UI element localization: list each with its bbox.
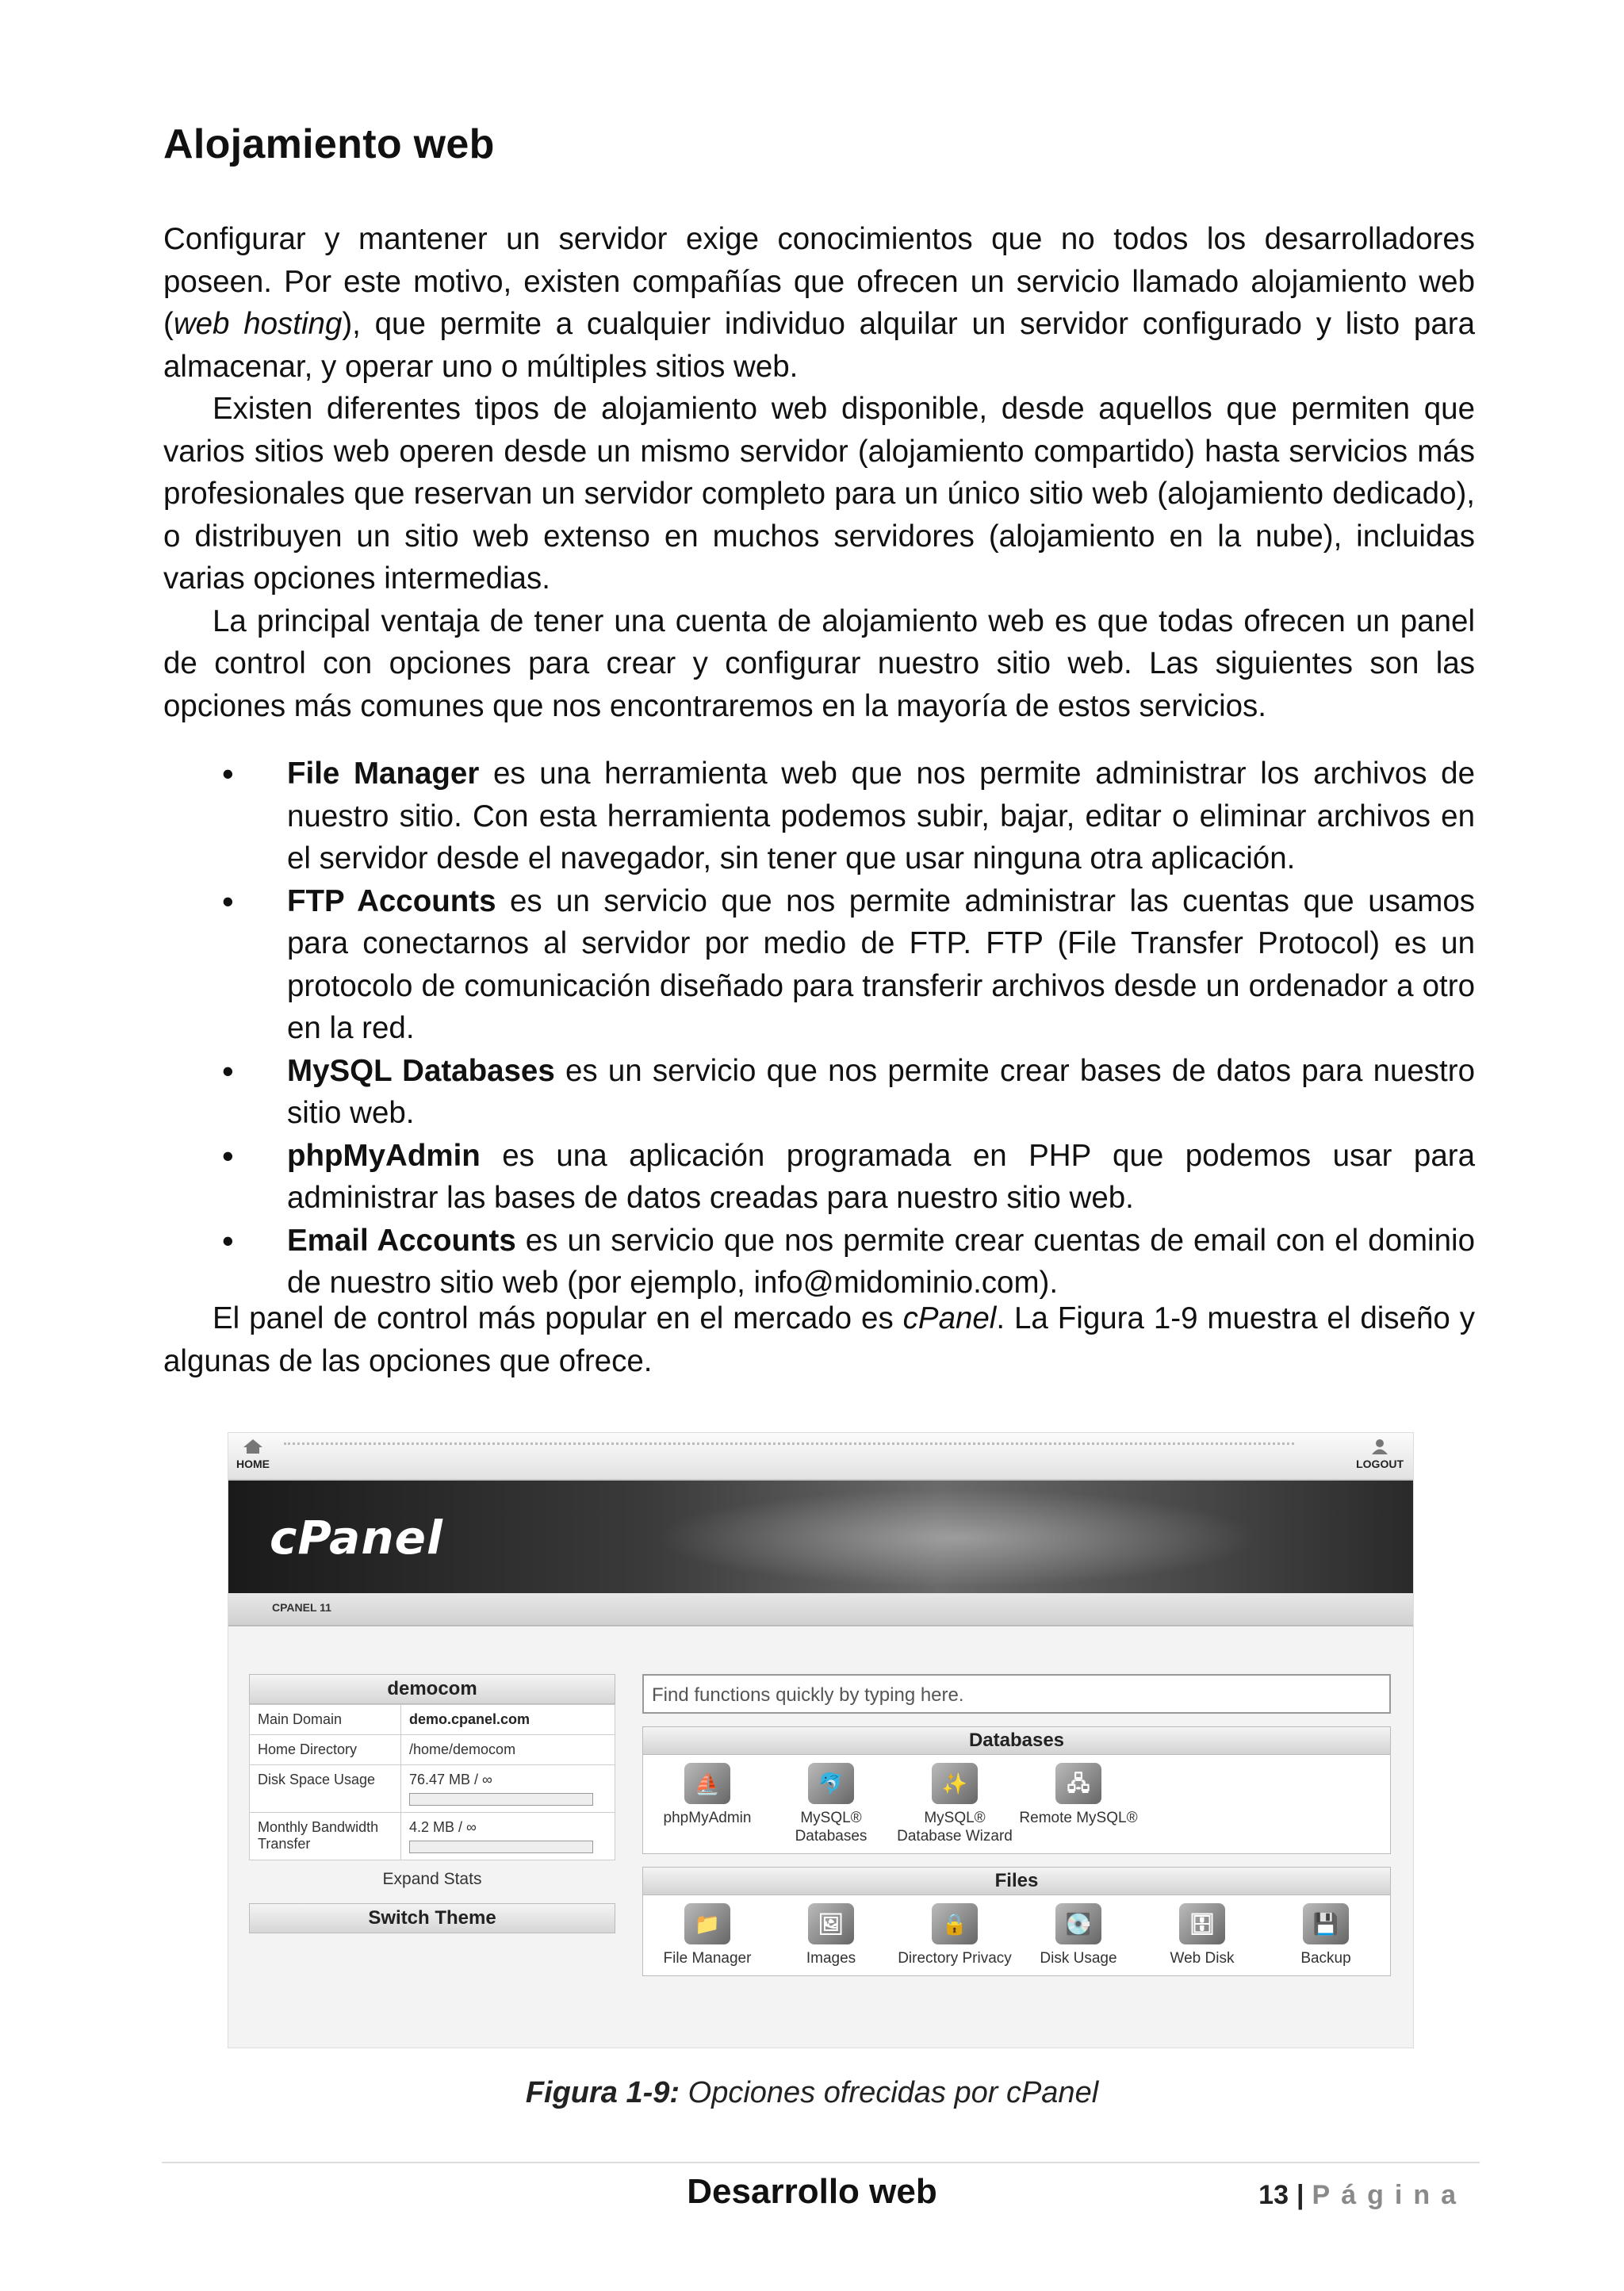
stat-key: Main Domain [250,1705,401,1735]
files-header: Files [643,1868,1390,1895]
user-icon [1369,1438,1391,1455]
feature-term: phpMyAdmin [287,1138,481,1173]
remote-mysql-icon: 🖧 [1055,1763,1101,1804]
home-icon [242,1438,264,1455]
backup-icon: 💾 [1303,1903,1349,1944]
paragraph-4 [163,1297,1475,1382]
paragraph-1 [163,218,1475,388]
account-title: democom [249,1674,615,1704]
stat-value [401,1813,615,1860]
expand-stats-link[interactable]: Expand Stats [382,1870,482,1888]
stat-key: Home Directory [250,1735,401,1765]
home-button[interactable] [236,1438,270,1470]
list-item [163,753,1475,880]
caption-label: Figura 1-9: [525,2076,680,2109]
stat-value: /home/democom [401,1735,615,1765]
feature-desc: es un servicio que nos permite crear bases de datos para nuestro sitio web. [287,1053,1475,1130]
icon-label: MySQL® Database Wizard [897,1810,1013,1845]
disk-icon: 💽 [1055,1903,1101,1944]
cpanel-screenshot-figure [228,1432,1414,2048]
feature-desc: es un servicio que nos permite administrar las cuentas que usamos para conectarnos al servidor por medio de FTP. FTP (File Transfer Protocol) es un protocolo de comunicación diseñado para transferir archivos desde un ordenador a otro en la red. [287,883,1476,1045]
mysql-wizard-button[interactable] [895,1763,1014,1845]
mysql-wizard-icon: ✨ [932,1763,978,1804]
table-row [250,1813,615,1860]
list-item [163,880,1475,1050]
file-manager-button[interactable] [648,1903,767,1967]
cpanel-logo: cPanel [270,1511,443,1565]
p1-emphasis: web hosting [173,307,343,341]
footer-rule [162,2162,1480,2163]
mysql-dolphin-icon: 🐬 [808,1763,854,1804]
section-heading: Alojamiento web [163,121,495,167]
web-disk-button[interactable] [1143,1903,1262,1967]
icon-label: Images [806,1950,856,1967]
databases-group [642,1726,1391,1854]
closing-text [163,1297,1475,1382]
icon-label: MySQL® Databases [795,1810,868,1845]
disk-usage-value: 76.47 MB / ∞ [409,1772,492,1787]
table-row [250,1705,615,1735]
figure-caption [0,2076,1624,2110]
list-item [163,1050,1475,1135]
cpanel-topbar [228,1433,1413,1481]
feature-list [163,753,1475,1304]
mysql-databases-button[interactable] [772,1763,891,1845]
disk-usage-button[interactable] [1019,1903,1138,1967]
databases-icons [643,1755,1390,1853]
images-button[interactable] [772,1903,891,1967]
icon-label: Remote MySQL® [1019,1810,1138,1826]
disk-usage-bar [409,1793,593,1806]
search-input[interactable]: Find functions quickly by typing here. [642,1674,1391,1714]
files-group [642,1867,1391,1976]
version-bar [228,1593,1413,1626]
switch-theme-header[interactable]: Switch Theme [249,1903,615,1933]
phpmyadmin-button[interactable] [648,1763,767,1845]
page-word: Página [1312,2180,1467,2210]
paragraph-2: Existen diferentes tipos de alojamiento web disponible, desde aquellos que permiten que varios sitios web operen desde un mismo servidor (alojamiento compartido) hasta servicios más profesionales que reservan un servidor completo para un único sitio web (alojamiento dedicado), o distribuyen un sitio web extenso en muchos servidores (alojamiento en la nube), incluidas varias opciones intermedias. [163,392,1475,596]
p1-text-b: ), que permite a cualquier individuo alquilar un servidor configurado y listo para almacenar, y operar uno o múltiples sitios web. [163,307,1475,384]
feature-desc: es una herramienta web que nos permite administrar los archivos de nuestro sitio. Con esta herramienta podemos subir, bajar, editar o eliminar archivos en el servidor desde el navegador, sin tener que usar ninguna otra aplicación. [287,757,1476,875]
topbar-divider [284,1442,1294,1450]
closing-text-a: El panel de control más popular en el mercado es [213,1301,903,1335]
icon-label: Directory Privacy [898,1950,1012,1967]
page-number [1258,2180,1467,2211]
stat-key: Disk Space Usage [250,1765,401,1813]
bandwidth-bar [409,1841,593,1853]
icon-label: phpMyAdmin [663,1810,752,1826]
backup-button[interactable] [1266,1903,1385,1967]
list-item [163,1220,1475,1304]
caption-text: Opciones ofrecidas por cPanel [680,2076,1099,2109]
intro-text [163,218,1475,727]
closing-text-b: . La Figura 1-9 muestra el diseño y algunas de las opciones que ofrece. [163,1301,1475,1378]
feature-term: MySQL Databases [287,1053,555,1088]
closing-emphasis: cPanel [902,1301,997,1335]
version-label: CPANEL 11 [272,1601,331,1614]
feature-term: Email Accounts [287,1223,516,1258]
feature-desc: es una aplicación programada en PHP que podemos usar para administrar las bases de datos creadas para nuestro sitio web. [287,1138,1475,1215]
footer-title: Desarrollo web [687,2172,937,2211]
feature-desc: es un servicio que nos permite crear cuentas de email con el dominio de nuestro sitio web (por ejemplo, info@midominio.com). [287,1223,1475,1300]
icon-label: Backup [1300,1950,1351,1967]
table-row [250,1765,615,1813]
folder-icon: 📁 [684,1903,730,1944]
stat-key: Monthly Bandwidth Transfer [250,1813,401,1860]
databases-header: Databases [643,1727,1390,1755]
home-label: HOME [236,1458,270,1470]
account-panel [249,1674,615,1933]
bandwidth-value: 4.2 MB / ∞ [409,1819,477,1835]
web-disk-icon: 🗄 [1179,1903,1225,1944]
icon-label: Disk Usage [1040,1950,1117,1967]
page-separator: | [1297,2180,1304,2210]
icon-label: Web Disk [1170,1950,1235,1967]
logout-button[interactable] [1356,1438,1404,1470]
feature-term: FTP Accounts [287,883,496,918]
icon-label: File Manager [663,1950,752,1967]
logout-label: LOGOUT [1356,1458,1404,1470]
image-icon: 🖼 [808,1903,854,1944]
stat-value [401,1765,615,1813]
world-map-graphic [657,1488,1259,1588]
cpanel-banner [228,1481,1413,1593]
page-number-value: 13 [1258,2180,1289,2210]
functions-panel [642,1674,1391,1976]
paragraph-3: La principal ventaja de tener una cuenta de alojamiento web es que todas ofrecen un panel de control con opciones para crear y configurar nuestro sitio web. Las siguientes son las opciones más comunes que nos encontraremos en la mayoría de estos servicios. [163,603,1475,723]
remote-mysql-button[interactable] [1019,1763,1138,1845]
account-stats-table [249,1704,615,1860]
feature-term: File Manager [287,757,480,791]
stat-value [401,1705,615,1735]
directory-privacy-button[interactable] [895,1903,1014,1967]
main-domain-value: demo.cpanel.com [409,1711,530,1727]
phpmyadmin-icon: ⛵ [684,1763,730,1804]
list-item [163,1135,1475,1220]
lock-folder-icon: 🔒 [932,1903,978,1944]
p1-text-a: Configurar y mantener un servidor exige conocimientos que no todos los desarrolladores poseen. Por este motivo, existen compañías que ofrecen un servicio llamado alojamiento web ( [163,222,1475,341]
files-icons [643,1895,1390,1975]
table-row [250,1735,615,1765]
